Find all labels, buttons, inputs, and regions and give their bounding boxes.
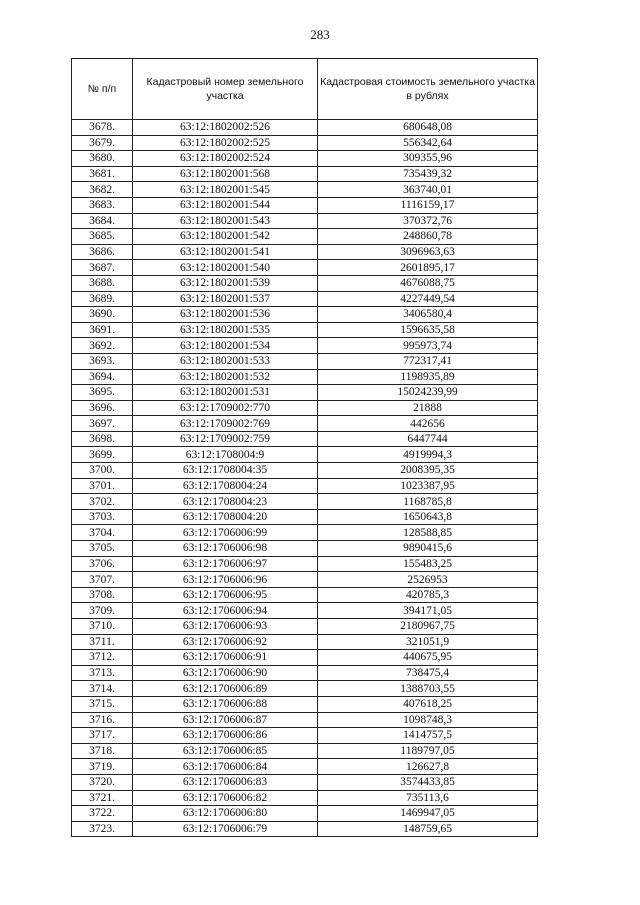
cadastral-number-cell: 63:12:1802002:524 (133, 151, 318, 167)
cadastral-value-cell: 2008395,35 (318, 463, 538, 479)
table-row (72, 447, 538, 463)
cadastral-value-cell: 2526953 (318, 572, 538, 588)
row-number-cell: 3681. (72, 166, 133, 182)
cadastral-value-cell: 155483,25 (318, 556, 538, 572)
table-row (72, 572, 538, 588)
table-row (72, 509, 538, 525)
cadastral-value-cell: 21888 (318, 400, 538, 416)
row-number-cell: 3716. (72, 712, 133, 728)
cadastral-value-cell: 3096963,63 (318, 244, 538, 260)
cadastral-value-cell: 321051,9 (318, 634, 538, 650)
cadastral-number-cell: 63:12:1706006:99 (133, 525, 318, 541)
row-number-cell: 3695. (72, 385, 133, 401)
cadastral-number-cell: 63:12:1802002:525 (133, 135, 318, 151)
row-number-cell: 3682. (72, 182, 133, 198)
table-row (72, 135, 538, 151)
row-number-cell: 3691. (72, 322, 133, 338)
table-row (72, 244, 538, 260)
cadastral-number-cell: 63:12:1706006:91 (133, 650, 318, 666)
row-number-cell: 3703. (72, 509, 133, 525)
cadastral-number-cell: 63:12:1706006:80 (133, 806, 318, 822)
row-number-cell: 3692. (72, 338, 133, 354)
table-row (72, 431, 538, 447)
table-row (72, 728, 538, 744)
table-row (72, 494, 538, 510)
cadastral-number-cell: 63:12:1706006:97 (133, 556, 318, 572)
row-number-cell: 3708. (72, 587, 133, 603)
row-number-cell: 3680. (72, 151, 133, 167)
table-row (72, 478, 538, 494)
row-number-cell: 3687. (72, 260, 133, 276)
cadastral-value-cell: 4919994,3 (318, 447, 538, 463)
cadastral-number-cell: 63:12:1709002:759 (133, 431, 318, 447)
table-row (72, 229, 538, 245)
cadastral-value-cell: 1596635,58 (318, 322, 538, 338)
page-number: 283 (310, 27, 330, 42)
table-row (72, 556, 538, 572)
cadastral-value-cell: 440675,95 (318, 650, 538, 666)
table-row (72, 525, 538, 541)
table-row (72, 275, 538, 291)
cadastral-number-cell: 63:12:1802001:568 (133, 166, 318, 182)
row-number-cell: 3717. (72, 728, 133, 744)
table-row (72, 712, 538, 728)
cadastral-value-cell: 6447744 (318, 431, 538, 447)
header-row (72, 59, 538, 120)
row-number-cell: 3694. (72, 369, 133, 385)
table-row (72, 463, 538, 479)
row-number-cell: 3704. (72, 525, 133, 541)
row-number-cell: 3683. (72, 197, 133, 213)
cadastral-value-cell: 1414757,5 (318, 728, 538, 744)
table-body (72, 120, 538, 837)
cadastral-number-cell: 63:12:1706006:96 (133, 572, 318, 588)
cadastral-number-cell: 63:12:1802001:544 (133, 197, 318, 213)
cadastral-value-cell: 1469947,05 (318, 806, 538, 822)
cadastral-value-cell: 9890415,6 (318, 541, 538, 557)
row-number-cell: 3693. (72, 353, 133, 369)
row-number-cell: 3709. (72, 603, 133, 619)
cadastral-value-cell: 735439,32 (318, 166, 538, 182)
cadastral-value-cell: 1116159,17 (318, 197, 538, 213)
cadastral-number-cell: 63:12:1706006:84 (133, 759, 318, 775)
row-number-cell: 3705. (72, 541, 133, 557)
cadastral-value-cell: 1023387,95 (318, 478, 538, 494)
row-number-cell: 3698. (72, 431, 133, 447)
cadastral-number-cell: 63:12:1706006:87 (133, 712, 318, 728)
cadastral-value-cell: 407618,25 (318, 696, 538, 712)
cadastral-number-cell: 63:12:1708004:35 (133, 463, 318, 479)
row-number-cell: 3722. (72, 806, 133, 822)
table-row (72, 416, 538, 432)
cadastral-number-cell: 63:12:1706006:95 (133, 587, 318, 603)
cadastral-number-cell: 63:12:1706006:90 (133, 665, 318, 681)
header-row-number: № п/п (72, 59, 133, 120)
cadastral-value-cell: 126627,8 (318, 759, 538, 775)
row-number-cell: 3714. (72, 681, 133, 697)
cadastral-number-cell: 63:12:1709002:769 (133, 416, 318, 432)
cadastral-value-cell: 309355,96 (318, 151, 538, 167)
cadastral-number-cell: 63:12:1802001:543 (133, 213, 318, 229)
cadastral-value-cell: 1388703,55 (318, 681, 538, 697)
table-row (72, 182, 538, 198)
table-row (72, 806, 538, 822)
cadastral-number-cell: 63:12:1708004:23 (133, 494, 318, 510)
cadastral-number-cell: 63:12:1802001:533 (133, 353, 318, 369)
cadastral-value-cell: 995973,74 (318, 338, 538, 354)
row-number-cell: 3686. (72, 244, 133, 260)
cadastral-number-cell: 63:12:1802001:545 (133, 182, 318, 198)
row-number-cell: 3707. (72, 572, 133, 588)
row-number-cell: 3697. (72, 416, 133, 432)
cadastral-value-cell: 4676088,75 (318, 275, 538, 291)
cadastral-value-cell: 680648,08 (318, 120, 538, 136)
table-row (72, 696, 538, 712)
cadastral-number-cell: 63:12:1709002:770 (133, 400, 318, 416)
table-row (72, 821, 538, 837)
cadastral-value-cell: 1650643,8 (318, 509, 538, 525)
row-number-cell: 3688. (72, 275, 133, 291)
row-number-cell: 3719. (72, 759, 133, 775)
row-number-cell: 3689. (72, 291, 133, 307)
table-row (72, 213, 538, 229)
cadastral-value-cell: 2180967,75 (318, 619, 538, 635)
cadastral-number-cell: 63:12:1706006:88 (133, 696, 318, 712)
table-row (72, 665, 538, 681)
table-row (72, 587, 538, 603)
cadastral-number-cell: 63:12:1802001:541 (133, 244, 318, 260)
row-number-cell: 3715. (72, 696, 133, 712)
table-row (72, 619, 538, 635)
cadastral-number-cell: 63:12:1708004:9 (133, 447, 318, 463)
cadastral-value-cell: 3406580,4 (318, 307, 538, 323)
cadastral-number-cell: 63:12:1802001:539 (133, 275, 318, 291)
header-cadastral-number: Кадастровый номер земельного участка (133, 59, 318, 120)
cadastral-number-cell: 63:12:1706006:93 (133, 619, 318, 635)
cadastral-number-cell: 63:12:1706006:82 (133, 790, 318, 806)
cadastral-number-cell: 63:12:1706006:89 (133, 681, 318, 697)
table-row (72, 260, 538, 276)
cadastral-number-cell: 63:12:1706006:98 (133, 541, 318, 557)
cadastral-number-cell: 63:12:1706006:92 (133, 634, 318, 650)
cadastral-value-cell: 772317,41 (318, 353, 538, 369)
row-number-cell: 3679. (72, 135, 133, 151)
table-header (72, 59, 538, 120)
cadastral-number-cell: 63:12:1802001:535 (133, 322, 318, 338)
table-row (72, 774, 538, 790)
cadastral-value-cell: 1168785,8 (318, 494, 538, 510)
table-row (72, 369, 538, 385)
cadastral-value-cell: 738475,4 (318, 665, 538, 681)
row-number-cell: 3684. (72, 213, 133, 229)
table-row (72, 759, 538, 775)
row-number-cell: 3711. (72, 634, 133, 650)
row-number-cell: 3690. (72, 307, 133, 323)
table-row (72, 151, 538, 167)
row-number-cell: 3723. (72, 821, 133, 837)
cadastral-number-cell: 63:12:1802001:532 (133, 369, 318, 385)
cadastral-value-cell: 556342,64 (318, 135, 538, 151)
table-row (72, 197, 538, 213)
row-number-cell: 3701. (72, 478, 133, 494)
cadastral-value-cell: 148759,65 (318, 821, 538, 837)
cadastral-number-cell: 63:12:1706006:83 (133, 774, 318, 790)
table-row (72, 291, 538, 307)
table-row (72, 307, 538, 323)
table-row (72, 353, 538, 369)
table-row (72, 650, 538, 666)
cadastral-number-cell: 63:12:1802001:536 (133, 307, 318, 323)
cadastral-number-cell: 63:12:1708004:20 (133, 509, 318, 525)
row-number-cell: 3699. (72, 447, 133, 463)
row-number-cell: 3678. (72, 120, 133, 136)
cadastral-value-cell: 128588,85 (318, 525, 538, 541)
table-row (72, 743, 538, 759)
cadastral-value-cell: 363740,01 (318, 182, 538, 198)
cadastral-value-table (71, 58, 538, 837)
cadastral-number-cell: 63:12:1802002:526 (133, 120, 318, 136)
row-number-cell: 3718. (72, 743, 133, 759)
row-number-cell: 3706. (72, 556, 133, 572)
cadastral-value-cell: 1098748,3 (318, 712, 538, 728)
row-number-cell: 3712. (72, 650, 133, 666)
cadastral-number-cell: 63:12:1802001:540 (133, 260, 318, 276)
cadastral-value-cell: 2601895,17 (318, 260, 538, 276)
cadastral-value-cell: 248860,78 (318, 229, 538, 245)
row-number-cell: 3685. (72, 229, 133, 245)
cadastral-value-cell: 1189797,05 (318, 743, 538, 759)
cadastral-value-cell: 420785,3 (318, 587, 538, 603)
header-cadastral-value: Кадастровая стоимость земельного участка в рублях (318, 59, 538, 120)
cadastral-value-cell: 394171,05 (318, 603, 538, 619)
cadastral-number-cell: 63:12:1802001:531 (133, 385, 318, 401)
table-row (72, 541, 538, 557)
cadastral-number-cell: 63:12:1708004:24 (133, 478, 318, 494)
table-row (72, 790, 538, 806)
cadastral-value-cell: 4227449,54 (318, 291, 538, 307)
cadastral-number-cell: 63:12:1706006:86 (133, 728, 318, 744)
cadastral-number-cell: 63:12:1706006:85 (133, 743, 318, 759)
cadastral-value-cell: 370372,76 (318, 213, 538, 229)
table-row (72, 681, 538, 697)
cadastral-number-cell: 63:12:1802001:542 (133, 229, 318, 245)
table-row (72, 385, 538, 401)
cadastral-value-cell: 3574433,85 (318, 774, 538, 790)
table-row (72, 166, 538, 182)
row-number-cell: 3696. (72, 400, 133, 416)
table-row (72, 338, 538, 354)
cadastral-number-cell: 63:12:1802001:537 (133, 291, 318, 307)
table-row (72, 603, 538, 619)
table-row (72, 634, 538, 650)
table-row (72, 322, 538, 338)
row-number-cell: 3713. (72, 665, 133, 681)
table-row (72, 400, 538, 416)
cadastral-number-cell: 63:12:1802001:534 (133, 338, 318, 354)
row-number-cell: 3710. (72, 619, 133, 635)
table-row (72, 120, 538, 136)
cadastral-number-cell: 63:12:1706006:94 (133, 603, 318, 619)
cadastral-value-cell: 735113,6 (318, 790, 538, 806)
row-number-cell: 3721. (72, 790, 133, 806)
row-number-cell: 3700. (72, 463, 133, 479)
cadastral-value-cell: 15024239,99 (318, 385, 538, 401)
row-number-cell: 3702. (72, 494, 133, 510)
cadastral-value-cell: 1198935,89 (318, 369, 538, 385)
cadastral-value-cell: 442656 (318, 416, 538, 432)
cadastral-number-cell: 63:12:1706006:79 (133, 821, 318, 837)
row-number-cell: 3720. (72, 774, 133, 790)
